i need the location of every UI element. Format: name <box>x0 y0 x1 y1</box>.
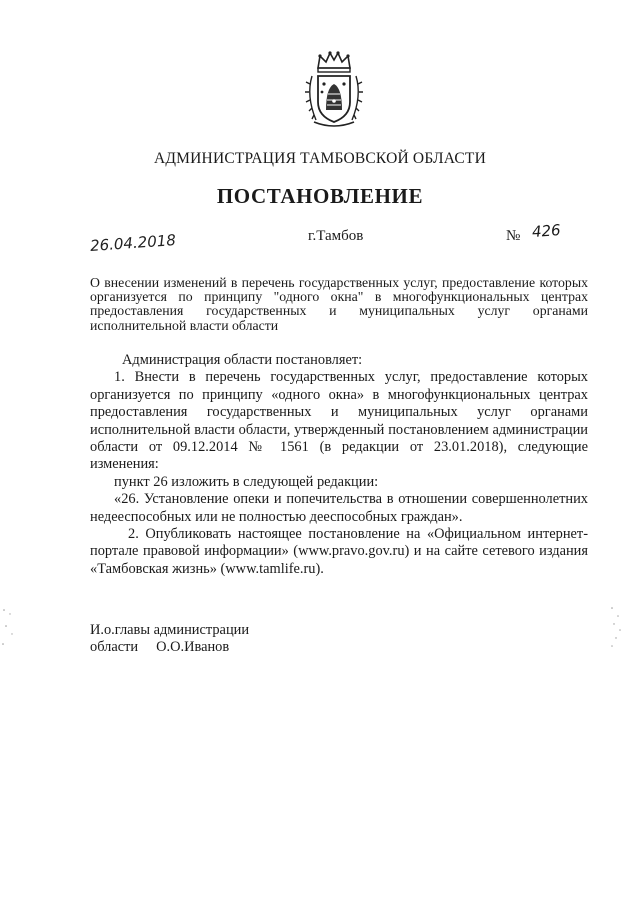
item-2-paragraph: 2. Опубликовать настоящее постановление на «Официальном интернет-портале правовой информации» (www.pravo.gov.ru) и на сайте сетевого издания «Тамбовская жизнь» (www.tamlife.ru). <box>90 526 588 577</box>
item-1-paragraph: 1. Внести в перечень государственных услуг, предоставление которых организуется по принципу «одного окна» в многофункциональных центрах предоставления государственных и муниципальных услуг органами исполнительной власти области, утвержденный постановлением администрации области от 09.12.2014 № 1561 (в редакции от 23.01.2018), следующие изменения: <box>90 369 588 473</box>
document-type-title: ПОСТАНОВЛЕНИЕ <box>216 184 424 208</box>
handwritten-date: 26.04.2018 <box>89 231 177 255</box>
signer-name: области О.О.Иванов <box>90 639 230 656</box>
number-label: № <box>506 228 521 244</box>
item-1-instruction: пункт 26 изложить в следующей редакции: <box>114 473 379 490</box>
intro-paragraph: Администрация области постановляет: <box>122 352 363 368</box>
signature-block <box>90 622 249 657</box>
city-label: г.Тамбов <box>308 228 364 244</box>
signer-position: И.о.главы администрации <box>90 622 250 638</box>
item-1-new-wording: «26. Установление опеки и попечительства в отношении совершеннолетних недееспособных или не полностью дееспособных граждан». <box>90 491 588 525</box>
scan-artifact-marks <box>0 600 20 660</box>
document-body <box>90 352 588 578</box>
scan-artifact-marks <box>606 600 626 660</box>
document-subject: О внесении изменений в перечень государственных услуг, предоставление которых организуется по принципу "одного окна" в многофункциональных центрах предоставления государственных и муниципальных услуг органами исполнительной власти области <box>90 275 588 333</box>
organization-name: АДМИНИСТРАЦИЯ ТАМБОВСКОЙ ОБЛАСТИ <box>154 150 486 167</box>
coat-of-arms-icon <box>302 50 366 130</box>
handwritten-document-number: 426 <box>531 221 562 241</box>
